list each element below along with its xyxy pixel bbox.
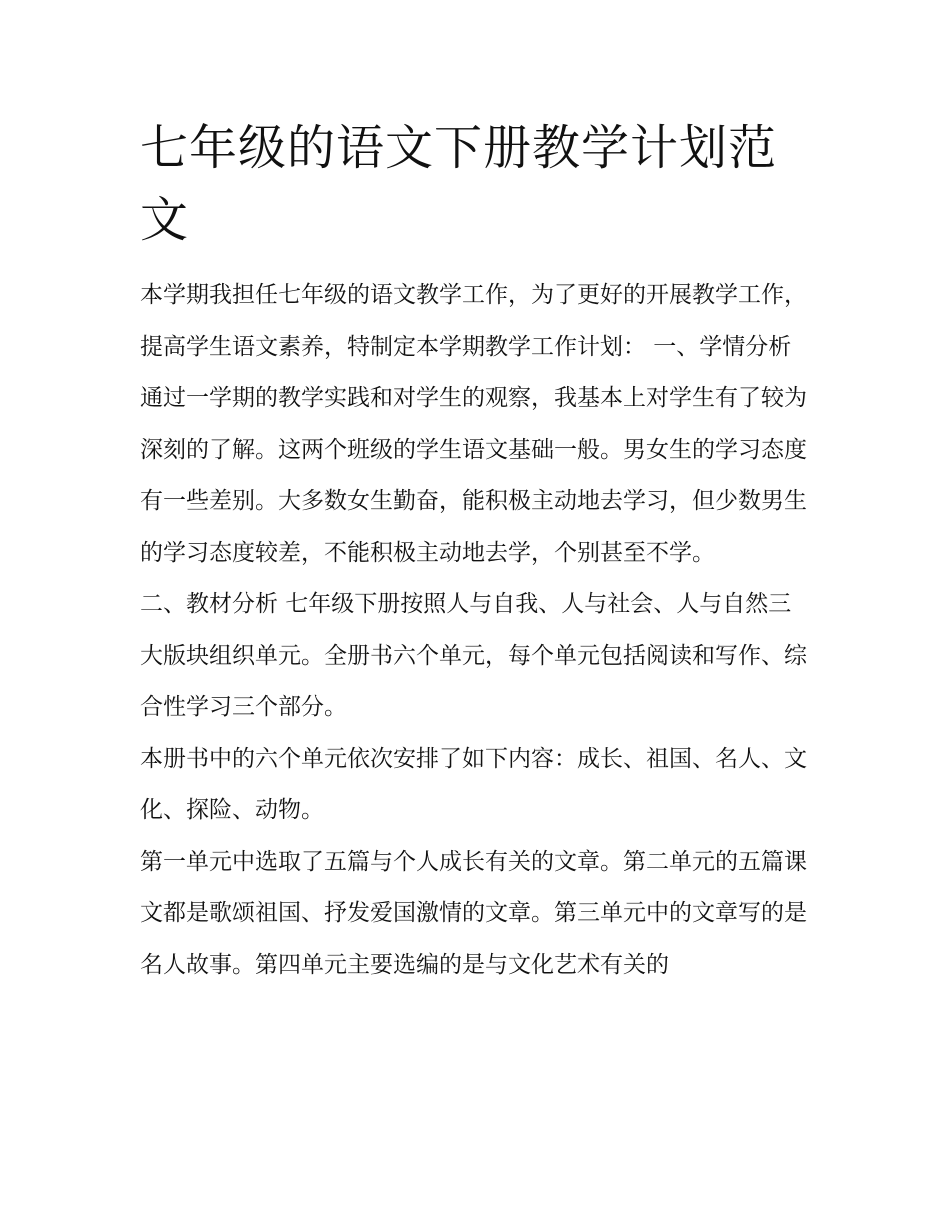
paragraph-student-analysis: 通过一学期的教学实践和对学生的观察，我基本上对学生有了较为深刻的了解。这两个班级的学生语文基础一般。男女生的学习态度有一些差别。大多数女生勤奋，能积极主动地去学习，但少数男生的学习态度较差，不能积极主动地去学，个别甚至不学。 [140, 385, 807, 566]
paragraph-unit-details: 第一单元中选取了五篇与个人成长有关的文章。第二单元的五篇课文都是歌颂祖国、抒发爱国激情的文章。第三单元中的文章写的是名人故事。第四单元主要选编的是与文化艺术有关的 [140, 848, 807, 978]
paragraph-intro: 本学期我担任七年级的语文教学工作，为了更好的开展教学工作，提高学生语文素养，特制定本学期教学工作计划： 一、学情分析 [140, 282, 807, 360]
document-page [140, 112, 812, 991]
paragraph-unit-contents: 本册书中的六个单元依次安排了如下内容：成长、祖国、名人、文化、探险、动物。 [140, 745, 807, 823]
document-title: 七年级的语文下册教学计划范文 [140, 120, 778, 248]
paragraph-textbook-analysis: 二、教材分析 七年级下册按照人与自我、人与社会、人与自然三大版块组织单元。全册书六个单元，每个单元包括阅读和写作、综合性学习三个部分。 [140, 591, 807, 720]
